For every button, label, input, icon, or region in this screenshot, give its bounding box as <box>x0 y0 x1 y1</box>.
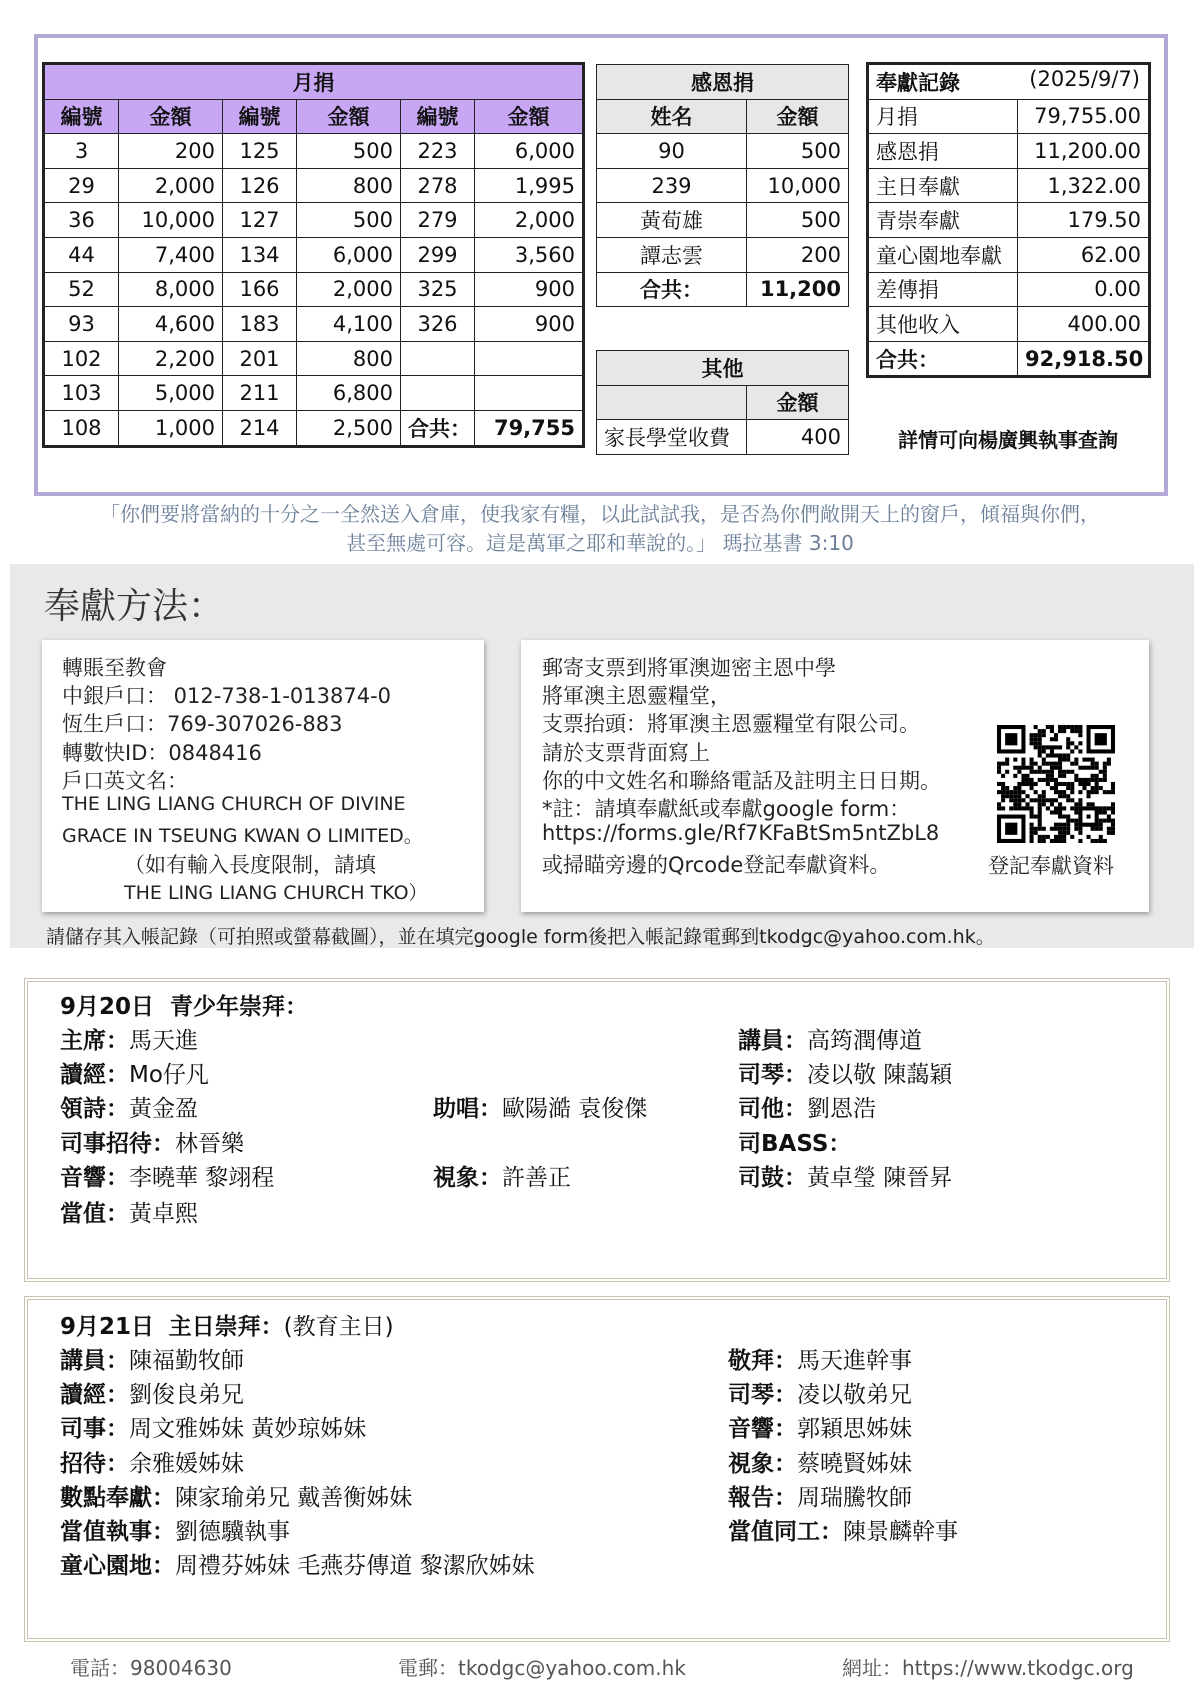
roster-entry <box>60 1513 290 1546</box>
table-cell: 2,000 <box>119 168 223 203</box>
roster-entry <box>738 1090 876 1123</box>
table-cell: 10,000 <box>119 203 223 238</box>
table-cell: 278 <box>401 168 475 203</box>
table-cell: 3 <box>45 134 119 169</box>
table-cell: 5,000 <box>119 376 223 411</box>
youth-heading-title: 青少年崇拜： <box>170 994 309 1020</box>
monthly-header-cell: 編號 <box>223 99 297 134</box>
roster-role: 司琴： <box>738 1062 807 1089</box>
youth-heading <box>60 988 308 1021</box>
table-cell: 2,500 <box>297 410 401 445</box>
table-cell: 279 <box>401 203 475 238</box>
roster-role: 司琴： <box>728 1382 797 1409</box>
sunday-heading-date: 9月21日 <box>60 1314 155 1340</box>
monthly-header-cell: 金額 <box>119 99 223 134</box>
roster-name: 蔡曉賢姊妹 <box>797 1450 912 1477</box>
roster-entry <box>728 1479 912 1512</box>
qr-caption: 登記奉獻資料 <box>988 854 1114 878</box>
roster-entry <box>60 1479 412 1512</box>
roster-role: 報告： <box>728 1484 797 1511</box>
roster-name: 歐陽澔 袁俊傑 <box>502 1096 648 1123</box>
roster-name: 余雅媛姊妹 <box>129 1450 244 1477</box>
table-cell: 125 <box>223 134 297 169</box>
roster-role: 當值同工： <box>728 1519 843 1545</box>
table-cell <box>475 376 583 411</box>
giving-methods-title: 奉獻方法： <box>44 586 225 627</box>
roster-role: 司他： <box>738 1096 807 1123</box>
table-cell: 103 <box>45 376 119 411</box>
roster-name: 陳家瑜弟兄 戴善衡姊妹 <box>175 1484 413 1511</box>
roster-role: 讀經： <box>60 1062 129 1089</box>
roster-entry <box>728 1513 958 1546</box>
roster-entry <box>728 1342 912 1375</box>
sunday-heading-title: 主日崇拜： <box>168 1314 284 1340</box>
table-row <box>869 168 1149 203</box>
thanks-name-cell: 黃荀雄 <box>597 203 747 238</box>
thanks-name-cell: 239 <box>597 168 747 203</box>
table-cell: 3,560 <box>475 237 583 272</box>
table-cell: 900 <box>475 272 583 307</box>
thanksgiving-offering-table <box>596 64 849 307</box>
record-contact-note: 詳情可向楊廣興執事查詢 <box>898 428 1118 452</box>
record-amount-cell: 179.50 <box>1018 203 1149 238</box>
table-cell: 200 <box>119 134 223 169</box>
roster-name: 周文雅姊妹 黃妙琼姊妹 <box>129 1416 367 1443</box>
cheque-mail-line: 支票抬頭：將軍澳主恩靈糧堂有限公司。 <box>542 712 920 737</box>
roster-entry <box>433 1090 647 1123</box>
roster-role: 敬拜： <box>728 1348 797 1374</box>
table-row <box>869 272 1149 307</box>
monthly-header-row <box>45 99 583 134</box>
record-amount-cell: 62.00 <box>1018 237 1149 272</box>
roster-name: 凌以敬 陳藹穎 <box>807 1062 953 1089</box>
table-row <box>597 420 849 455</box>
roster-entry <box>60 1376 244 1409</box>
table-row <box>597 134 849 169</box>
table-cell: 500 <box>297 134 401 169</box>
table-cell: 1,995 <box>475 168 583 203</box>
other-item-cell: 家長學堂收費 <box>597 420 747 455</box>
table-cell: 127 <box>223 203 297 238</box>
record-title: 奉獻記錄 <box>876 70 960 95</box>
table-row <box>45 410 583 445</box>
roster-entry <box>60 1159 274 1192</box>
thanks-amount-cell: 10,000 <box>747 168 849 203</box>
table-row <box>869 134 1149 169</box>
roster-role: 當值： <box>60 1200 129 1227</box>
roster-name: 劉恩浩 <box>807 1096 876 1123</box>
record-date: (2025/9/7) <box>1029 66 1140 91</box>
cheque-mail-line: *註：請填奉獻紙或奉獻google form： <box>542 797 911 821</box>
bank-transfer-line: 轉數快ID：0848416 <box>62 740 262 765</box>
roster-role: 讀經： <box>60 1382 129 1409</box>
monthly-header-cell: 金額 <box>297 99 401 134</box>
record-total-value: 92,918.50 <box>1018 341 1149 376</box>
table-cell: 2,000 <box>297 272 401 307</box>
table-cell: 93 <box>45 307 119 342</box>
table-cell: 2,200 <box>119 341 223 376</box>
roster-role: 音響： <box>60 1164 129 1191</box>
table-cell: 102 <box>45 341 119 376</box>
table-cell: 134 <box>223 237 297 272</box>
table-row <box>45 272 583 307</box>
thanks-header-name: 姓名 <box>597 99 747 134</box>
roster-role: 領詩： <box>60 1096 129 1123</box>
roster-entry <box>738 1022 922 1055</box>
cheque-mail-line: 請於支票背面寫上 <box>542 740 710 765</box>
thanks-amount-cell: 500 <box>747 134 849 169</box>
table-row <box>869 307 1149 342</box>
table-row <box>45 203 583 238</box>
table-cell <box>475 341 583 376</box>
monthly-title: 月捐 <box>45 65 583 100</box>
table-row <box>869 203 1149 238</box>
table-cell: 6,000 <box>297 237 401 272</box>
table-cell: 4,600 <box>119 307 223 342</box>
roster-entry <box>728 1445 912 1478</box>
table-row <box>45 376 583 411</box>
offering-record-table <box>868 64 1149 376</box>
roster-role: 司鼓： <box>738 1164 807 1191</box>
thanks-header-amount: 金額 <box>747 99 849 134</box>
table-cell: 6,000 <box>475 134 583 169</box>
bank-transfer-line: THE LING LIANG CHURCH TKO） <box>124 881 428 904</box>
other-income-table <box>596 350 849 455</box>
bank-transfer-line: 中銀戶口： 012-738-1-013874-0 <box>62 684 392 709</box>
monthly-header-cell: 編號 <box>401 99 475 134</box>
table-cell <box>401 376 475 411</box>
record-title-cell <box>869 65 1149 100</box>
table-cell <box>401 341 475 376</box>
monthly-header-cell: 編號 <box>45 99 119 134</box>
table-cell: 1,000 <box>119 410 223 445</box>
table-row <box>45 168 583 203</box>
table-cell: 500 <box>297 203 401 238</box>
table-row <box>869 99 1149 134</box>
table-cell: 183 <box>223 307 297 342</box>
cheque-mail-line: 將軍澳主恩靈糧堂， <box>542 684 731 709</box>
other-title: 其他 <box>597 351 849 386</box>
roster-entry <box>60 1090 198 1123</box>
roster-entry <box>60 1410 366 1443</box>
roster-role: 助唱： <box>433 1096 502 1123</box>
verse-line-1: 「你們要將當納的十分之一全然送入倉庫，使我家有糧，以此試試我，是否為你們敞開天上的窗戶，傾福與你們， <box>100 502 1100 526</box>
record-item-cell: 青崇奉獻 <box>869 203 1018 238</box>
roster-role: 音響： <box>728 1416 797 1443</box>
table-row <box>45 237 583 272</box>
roster-name: 許善正 <box>502 1164 571 1191</box>
record-amount-cell: 0.00 <box>1018 272 1149 307</box>
roster-entry <box>60 1125 244 1158</box>
roster-name: 黃卓瑩 陳晉昇 <box>807 1164 953 1191</box>
roster-role: 司BASS： <box>738 1130 852 1157</box>
roster-entry <box>60 1342 244 1375</box>
roster-role: 視象： <box>433 1164 502 1191</box>
monthly-total-cell: 79,755 <box>475 410 583 445</box>
bank-transfer-line: 轉賬至教會 <box>62 656 167 680</box>
footer-phone: 電話：98004630 <box>70 1656 232 1680</box>
cheque-mail-line: 你的中文姓名和聯絡電話及註明主日日期。 <box>542 768 941 793</box>
roster-role: 講員： <box>738 1028 807 1054</box>
thanks-name-cell: 譚志雲 <box>597 237 747 272</box>
table-cell: 29 <box>45 168 119 203</box>
table-row <box>45 134 583 169</box>
thanks-name-cell: 90 <box>597 134 747 169</box>
roster-entry <box>60 1022 198 1055</box>
table-cell: 6,800 <box>297 376 401 411</box>
record-item-cell: 月捐 <box>869 99 1018 134</box>
roster-name: 高筠潤傳道 <box>807 1028 922 1054</box>
roster-role: 司事： <box>60 1416 129 1443</box>
other-header-amount: 金額 <box>747 385 849 420</box>
roster-entry <box>738 1159 952 1192</box>
table-cell: 8,000 <box>119 272 223 307</box>
table-cell: 223 <box>401 134 475 169</box>
table-row <box>45 341 583 376</box>
record-item-cell: 其他收入 <box>869 307 1018 342</box>
roster-role: 視象： <box>728 1450 797 1477</box>
roster-name: 劉俊良弟兄 <box>129 1382 244 1409</box>
record-total-label: 合共： <box>869 341 1018 376</box>
table-cell: 900 <box>475 307 583 342</box>
table-cell: 166 <box>223 272 297 307</box>
table-cell: 52 <box>45 272 119 307</box>
roster-entry <box>728 1410 912 1443</box>
roster-entry <box>433 1159 571 1192</box>
roster-name: 劉德驥執事 <box>175 1519 290 1545</box>
roster-name: 馬天進幹事 <box>797 1348 912 1374</box>
table-cell: 800 <box>297 341 401 376</box>
footer-website[interactable]: 網址：https://www.tkodgc.org <box>842 1656 1134 1680</box>
bank-transfer-line: 恆生戶口：769-307026-883 <box>62 712 343 737</box>
roster-name: 郭穎思姊妹 <box>797 1416 912 1443</box>
record-item-cell: 感恩捐 <box>869 134 1018 169</box>
table-row <box>597 237 849 272</box>
roster-role: 當值執事： <box>60 1519 175 1545</box>
save-record-note: 請儲存其入帳記錄（可拍照或螢幕截圖），並在填完google form後把入帳記錄電郵到tkodgc@yahoo.com.hk。 <box>46 926 995 948</box>
roster-entry <box>60 1056 209 1089</box>
record-amount-cell: 11,200.00 <box>1018 134 1149 169</box>
table-cell: 126 <box>223 168 297 203</box>
record-amount-cell: 79,755.00 <box>1018 99 1149 134</box>
sunday-heading-note: (教育主日) <box>283 1314 394 1340</box>
table-row <box>45 307 583 342</box>
record-item-cell: 差傳捐 <box>869 272 1018 307</box>
cheque-mail-line: 郵寄支票到將軍澳迦密主恩中學 <box>542 656 836 680</box>
bank-transfer-line: 戶口英文名： <box>62 768 188 793</box>
table-cell: 326 <box>401 307 475 342</box>
bank-transfer-line: （如有輸入長度限制，請填 <box>124 853 376 878</box>
table-cell: 36 <box>45 203 119 238</box>
verse-line-2: 甚至無處可容。這是萬軍之耶和華說的。」 瑪拉基書 3:10 <box>346 531 854 555</box>
roster-entry <box>728 1376 912 1409</box>
roster-name: 黃金盈 <box>129 1096 198 1123</box>
monthly-header-cell: 金額 <box>475 99 583 134</box>
thanks-title: 感恩捐 <box>597 65 849 100</box>
table-cell: 325 <box>401 272 475 307</box>
roster-name: 黃卓熙 <box>129 1200 198 1227</box>
roster-name: 周禮芬姊妹 毛燕芬傳道 黎潔欣姊妹 <box>175 1553 535 1580</box>
table-row <box>597 203 849 238</box>
roster-role: 司事招待： <box>60 1130 175 1157</box>
roster-entry <box>738 1125 851 1158</box>
roster-name: Mo仔凡 <box>129 1062 209 1089</box>
thanks-total-label: 合共： <box>597 272 747 307</box>
table-cell: 4,100 <box>297 307 401 342</box>
table-cell: 44 <box>45 237 119 272</box>
table-cell: 800 <box>297 168 401 203</box>
roster-role: 講員： <box>60 1348 129 1374</box>
record-amount-cell: 1,322.00 <box>1018 168 1149 203</box>
table-cell: 201 <box>223 341 297 376</box>
cheque-mail-line: 或掃瞄旁邊的Qrcode登記奉獻資料。 <box>542 853 891 878</box>
youth-heading-date: 9月20日 <box>60 994 155 1020</box>
roster-role: 主席： <box>60 1028 129 1054</box>
table-cell: 108 <box>45 410 119 445</box>
monthly-total-cell: 合共： <box>401 410 475 445</box>
table-row <box>869 237 1149 272</box>
footer-email[interactable]: 電郵：tkodgc@yahoo.com.hk <box>398 1656 686 1680</box>
sunday-heading <box>60 1308 394 1341</box>
roster-name: 陳景麟幹事 <box>843 1519 958 1545</box>
roster-name: 馬天進 <box>129 1028 198 1054</box>
roster-name: 周瑞騰牧師 <box>797 1484 912 1511</box>
table-cell: 7,400 <box>119 237 223 272</box>
table-cell: 211 <box>223 376 297 411</box>
cheque-mail-line[interactable]: https://forms.gle/Rf7KFaBtSm5ntZbL8 <box>542 821 940 846</box>
record-item-cell: 主日奉獻 <box>869 168 1018 203</box>
other-header-blank <box>597 385 747 420</box>
roster-name: 凌以敬弟兄 <box>797 1382 912 1409</box>
thanks-total-value: 11,200 <box>747 272 849 307</box>
bank-transfer-line: THE LING LIANG CHURCH OF DIVINE <box>62 793 406 815</box>
qr-code-icon[interactable] <box>997 725 1115 843</box>
roster-name: 李曉華 黎翊程 <box>129 1164 275 1191</box>
table-row <box>597 168 849 203</box>
record-amount-cell: 400.00 <box>1018 307 1149 342</box>
monthly-offering-table <box>44 64 583 446</box>
table-cell: 214 <box>223 410 297 445</box>
roster-entry <box>60 1547 535 1580</box>
table-cell: 2,000 <box>475 203 583 238</box>
roster-name: 陳福勤牧師 <box>129 1348 244 1374</box>
bank-transfer-line: GRACE IN TSEUNG KWAN O LIMITED。 <box>62 825 423 848</box>
thanks-amount-cell: 500 <box>747 203 849 238</box>
roster-role: 數點奉獻： <box>60 1484 175 1511</box>
roster-name: 林晉樂 <box>175 1130 244 1157</box>
roster-entry <box>60 1195 198 1228</box>
roster-entry <box>60 1445 244 1478</box>
bible-verse <box>40 500 1160 558</box>
record-item-cell: 童心園地奉獻 <box>869 237 1018 272</box>
other-amount-cell: 400 <box>747 420 849 455</box>
roster-role: 招待： <box>60 1450 129 1477</box>
thanks-amount-cell: 200 <box>747 237 849 272</box>
roster-role: 童心園地： <box>60 1553 175 1580</box>
roster-entry <box>738 1056 952 1089</box>
table-cell: 299 <box>401 237 475 272</box>
